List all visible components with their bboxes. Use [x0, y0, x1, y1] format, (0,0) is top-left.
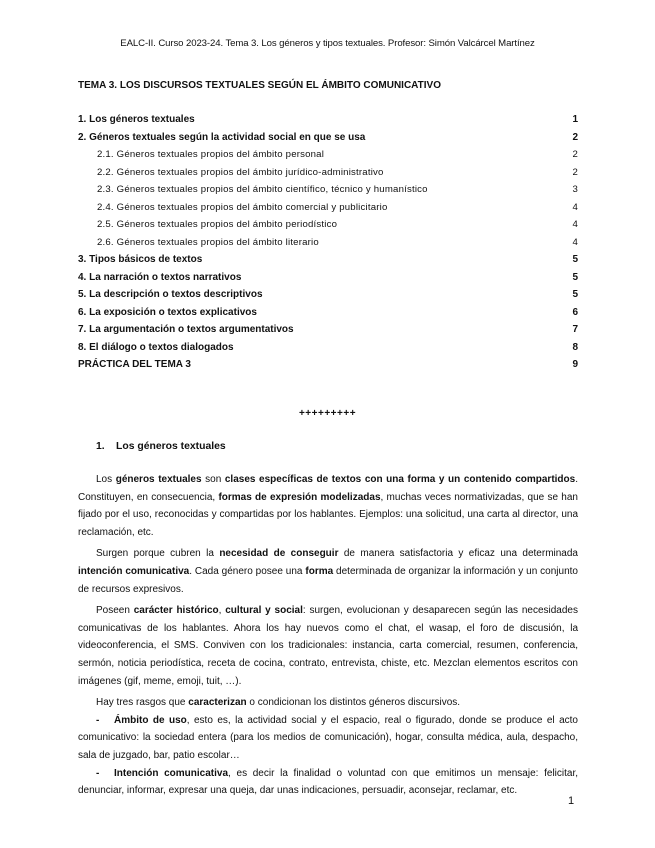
paragraph: Poseen carácter histórico, cultural y social: surgen, evolucionan y desaparecen según las necesidades comunicativas de los hablantes. Ahora los hay nuevos como el chat, el wasap, el foro de discusión, la videoconferencia, el SMS. Conviven con los tradicionales: instancia, carta comercial, resumen, conferencia, sermón, noticia periodística, receta de cocina, contrato, entrevista, chiste, etc. Mezclan elementos escritos con imágenes (gif, meme, emoji, tuit, …).	[78, 605, 578, 687]
toc-entry-page: 9	[572, 359, 578, 370]
paragraph: Los géneros textuales son clases específicas de textos con una forma y un contenido compartidos. Constituyen, en consecuencia, formas de expresión modelizadas, muchas veces normativizadas, que se han fijado por el uso, reconocidas y compartidas por los hablantes. Ejemplos: una solicitud, una carta al director, una reclamación, etc.	[78, 474, 578, 538]
page-title: TEMA 3. LOS DISCURSOS TEXTUALES SEGÚN EL ÁMBITO COMUNICATIVO	[78, 80, 441, 91]
section-heading	[96, 441, 226, 452]
toc-entry[interactable]	[78, 184, 578, 202]
toc-entry-page: 2	[572, 149, 578, 160]
toc-entry-label: 2.4. Géneros textuales propios del ámbito comercial y publicitario	[97, 201, 388, 213]
toc-entry[interactable]	[78, 149, 578, 167]
toc-entry-page: 6	[572, 306, 578, 318]
list-item	[78, 712, 578, 765]
toc-entry[interactable]	[78, 289, 578, 307]
toc-entry-page: 5	[572, 289, 578, 300]
toc-entry-page: 3	[572, 184, 578, 195]
toc-entry-label: 7. La argumentación o textos argumentativos	[78, 324, 294, 335]
toc-entry[interactable]	[78, 272, 578, 290]
toc-entry-label: 1. Los géneros textuales	[78, 114, 195, 125]
toc-entry[interactable]	[78, 132, 578, 150]
toc-entry-label: 2. Géneros textuales según la actividad social en que se usa	[78, 131, 366, 143]
toc-entry-label: 2.6. Géneros textuales propios del ámbito literario	[97, 236, 319, 248]
body-text	[78, 471, 578, 800]
toc-entry-page: 4	[572, 201, 578, 213]
list-item-text: Ámbito de uso, esto es, la actividad social y el espacio, real o figurado, donde se produce el acto comunicativo: la sociedad entera (para los medios de comunicación), hogar, consulta médica, aula, despacho, sala de juzgado, bar, patio escolar…	[78, 714, 578, 761]
toc-entry-label: 8. El diálogo o textos dialogados	[78, 341, 234, 353]
section-title: Los géneros textuales	[116, 441, 226, 452]
toc-entry-page: 7	[572, 324, 578, 335]
toc-entry-label: PRÁCTICA DEL TEMA 3	[78, 359, 191, 370]
toc-entry-page: 5	[572, 271, 578, 283]
toc-entry-page: 2	[572, 166, 578, 178]
toc-entry-label: 2.3. Géneros textuales propios del ámbito científico, técnico y humanístico	[97, 184, 428, 195]
section-number: 1.	[96, 441, 105, 452]
list-item-text: Intención comunicativa, es decir la finalidad o voluntad con que emitimos un mensaje: felicitar, denunciar, informar, expresar una queja, dar unas indicaciones, persuadir, aconsejar, reclamar, etc.	[78, 767, 579, 797]
toc-entry[interactable]	[78, 114, 578, 132]
toc-entry[interactable]	[78, 219, 578, 237]
paragraph: Hay tres rasgos que caracterizan o condicionan los distintos géneros discursivos.	[96, 697, 461, 709]
toc-entry-label: 2.1. Géneros textuales propios del ámbito personal	[97, 149, 325, 160]
toc-entry-page: 1	[572, 114, 578, 125]
toc-entry-page: 2	[572, 131, 578, 143]
toc-entry-label: 2.5. Géneros textuales propios del ámbito periodístico	[97, 219, 338, 230]
toc-entry[interactable]	[78, 237, 578, 255]
bullet-dash: -	[96, 767, 100, 779]
section-separator: +++++++++	[298, 408, 357, 419]
toc-entry-label: 3. Tipos básicos de textos	[78, 254, 203, 265]
paragraph: Surgen porque cubren la necesidad de conseguir de manera satisfactoria y eficaz una determinada intención comunicativa. Cada género posee una forma determinada de organizar la información y un conjunto de recursos expresivos.	[78, 548, 578, 595]
list-item	[78, 765, 578, 800]
toc-entry[interactable]	[78, 359, 578, 377]
toc-entry[interactable]	[78, 342, 578, 360]
toc-entry[interactable]	[78, 307, 578, 325]
page-number: 1	[568, 795, 575, 807]
toc-entry[interactable]	[78, 324, 578, 342]
toc-entry-page: 8	[572, 341, 578, 353]
toc-entry-label: 2.2. Géneros textuales propios del ámbito jurídico-administrativo	[97, 166, 384, 178]
toc-entry[interactable]	[78, 167, 578, 185]
toc-entry-label: 5. La descripción o textos descriptivos	[78, 289, 263, 300]
toc-entry-label: 4. La narración o textos narrativos	[78, 271, 242, 283]
bullet-dash: -	[96, 714, 100, 726]
toc-entry[interactable]	[78, 254, 578, 272]
toc-entry[interactable]	[78, 202, 578, 220]
table-of-contents	[78, 114, 578, 377]
toc-entry-page: 5	[572, 254, 578, 265]
toc-entry-label: 6. La exposición o textos explicativos	[78, 306, 257, 318]
toc-entry-page: 4	[572, 236, 578, 248]
toc-entry-page: 4	[572, 219, 578, 230]
running-header: EALC-II. Curso 2023-24. Tema 3. Los géneros y tipos textuales. Profesor: Simón Valcárcel Martínez	[120, 38, 535, 49]
